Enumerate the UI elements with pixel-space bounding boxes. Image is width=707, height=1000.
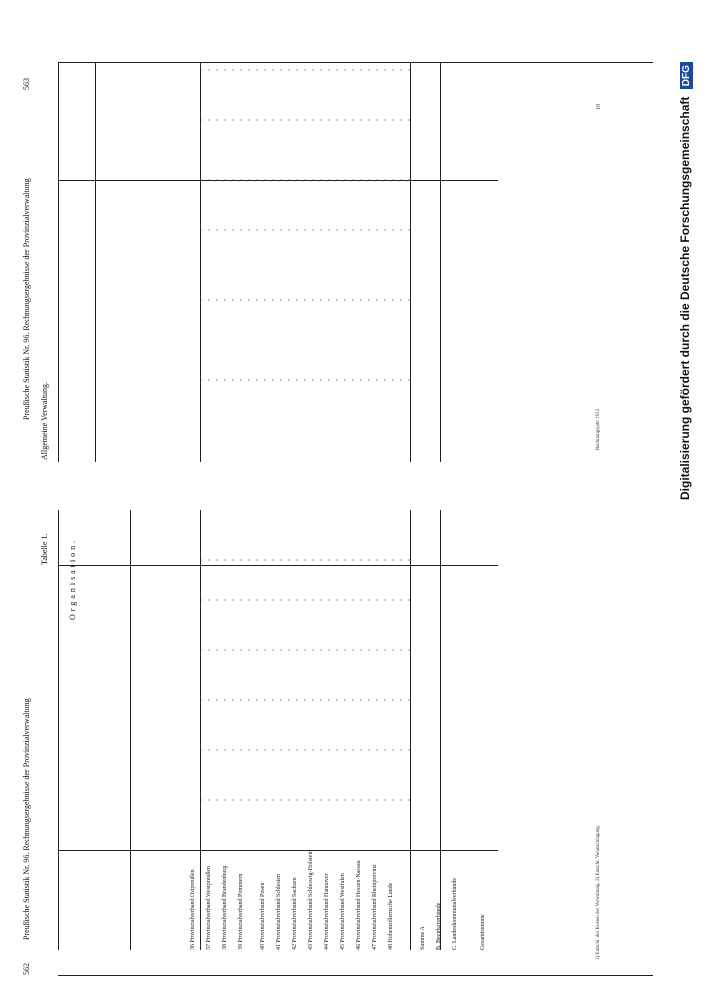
left-row-label: 38 Provinzialverband Brandenburg	[222, 865, 228, 950]
left-row-label: 48 Hohenzollernsche Lande	[388, 882, 394, 950]
left-row-label: 45 Provinzialverband Westfalen	[340, 873, 346, 950]
left-row-label: 46 Provinzialverband Hessen-Nassau	[356, 860, 362, 950]
left-row-label: 43 Provinzialverband Schleswig-Holstein	[308, 850, 314, 950]
left-row-label: 40 Provinzialverband Posen	[260, 882, 266, 950]
left-row-label: 42 Provinzialverband Sachsen	[292, 877, 298, 950]
center-page-number: 10	[596, 104, 602, 110]
left-row-label: B. Bezirksverbände	[436, 902, 442, 950]
left-page-header: Preußische Statistik Nr. 96. Rechnungsergebnisse der Provinzialverwaltung	[22, 698, 31, 940]
left-row-label: 36 Provinzialverband Ostpreußen	[190, 869, 196, 950]
left-row-label: 44 Provinzialverband Hannover	[324, 873, 330, 950]
left-row-label: C. Landeskommunalverbände	[452, 878, 458, 950]
left-row-label: 41 Provinzialverband Schlesien	[276, 874, 282, 950]
dfg-logo: DFG	[680, 62, 693, 89]
left-footnote: 1) Einschl. der Kosten der Verwaltung. 2) Einschl. Veranschlagung.	[596, 824, 601, 960]
left-row-label: 37 Provinzialverband Westpreußen	[206, 865, 212, 950]
section-organisation: Organisation.	[68, 537, 77, 620]
section-allgemeine-verwaltung: Allgemeine Verwaltung.	[40, 381, 49, 460]
left-row-label: Gesamtsumme	[480, 914, 486, 950]
right-footnote: Rechnungsjahr 1912	[596, 408, 601, 450]
right-page-number: 563	[22, 78, 31, 90]
left-row-label: 47 Provinzialverband Rheinprovinz	[372, 864, 378, 950]
left-row-label: Summe A	[420, 926, 426, 950]
table-label: Tabelle 1.	[40, 533, 49, 565]
left-row-label: 39 Provinzialverband Pommern	[238, 873, 244, 950]
banner-text: Digitalisierung gefördert durch die Deutsche Forschungsgemeinschaft	[678, 96, 692, 500]
dfg-banner	[678, 62, 693, 500]
left-page-number: 562	[22, 963, 31, 975]
right-page-header: Preußische Statistik Nr. 96. Rechnungsergebnisse der Provinzialverwaltung	[22, 178, 31, 420]
